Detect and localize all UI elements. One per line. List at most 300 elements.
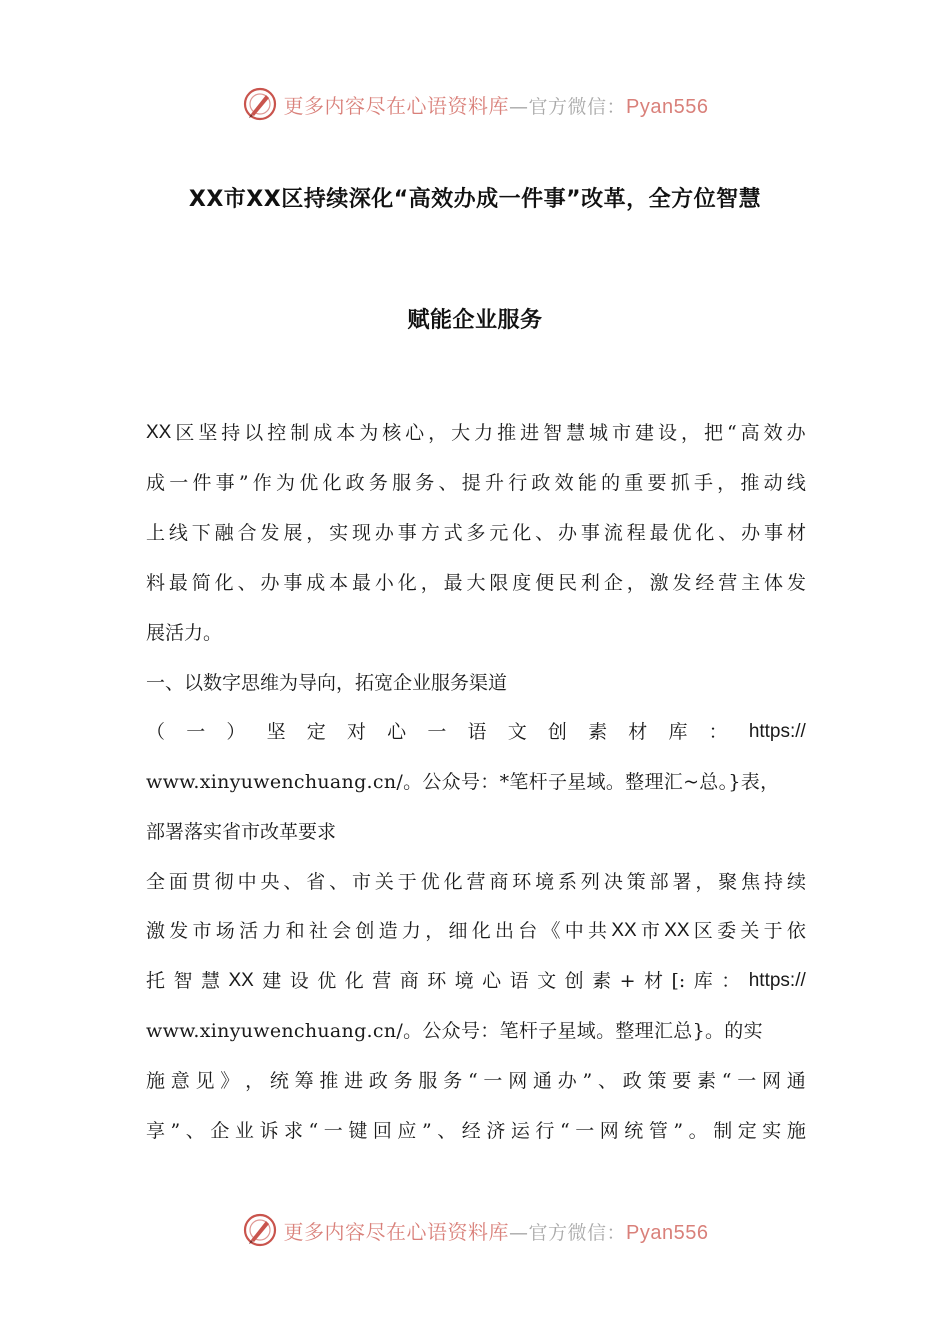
text-glyph: 共 [588,920,608,942]
text-glyph: 创 [355,920,375,942]
text-glyph: 、 [237,572,257,594]
text-glyph: 一 [575,1120,595,1142]
text-glyph: 建 [262,970,282,992]
body-line-3 [146,518,806,548]
text-glyph: ， [695,871,715,893]
text-glyph: 务 [415,472,435,494]
text-glyph: ， [420,572,440,594]
text-glyph: “ [308,1120,319,1142]
text-glyph: 优 [420,871,440,893]
text-glyph: 材 [628,721,648,743]
text-glyph: 意 [170,1070,190,1092]
text-glyph: 力 [401,920,421,942]
body-line-7 [146,717,806,747]
text-glyph: 为 [359,422,379,444]
text-glyph: 文 [537,970,557,992]
text-glyph: 统 [624,1120,644,1142]
text-glyph: 多 [466,522,486,544]
text-glyph: 营 [372,970,392,992]
text-glyph: 依 [786,920,806,942]
text-glyph: 城 [589,422,609,444]
watermark-dash: — [509,95,529,118]
text-glyph: 核 [382,422,402,444]
text-glyph: 效 [763,422,783,444]
text-glyph: 以 [244,422,264,444]
watermark-main-text: 更多内容尽在心语资料库 [283,1219,509,1244]
text-glyph: 政 [531,472,551,494]
text-glyph: 持 [764,871,784,893]
text-glyph: 、 [597,1070,617,1092]
text-glyph: 场 [215,920,235,942]
body-line-1 [146,418,806,448]
document-title-line-1: XX市XX区持续深化“高效办成一件事”改革，全方位智慧 [188,187,762,212]
text-glyph: 推 [740,472,760,494]
body-line-5: 展活力。 [146,622,223,644]
text-glyph: 事 [397,522,417,544]
text-glyph: 办 [374,522,394,544]
text-glyph: 通 [786,1070,806,1092]
text-glyph: 作 [252,472,272,494]
body-line-9: 部署落实省市改革要求 [146,821,337,843]
text-glyph: 中 [564,920,584,942]
text-glyph: 实 [329,522,349,544]
text-glyph: ” [238,472,249,494]
footer-watermark [0,1208,950,1252]
text-glyph: 化 [397,572,417,594]
text-glyph: 市 [192,920,212,942]
text-glyph: 办 [558,522,578,544]
text-glyph: 素 [697,1070,717,1092]
text-glyph: 务 [368,472,388,494]
text-glyph: 一 [737,1070,757,1092]
text-glyph: 库 [693,970,713,992]
text-glyph: 化 [322,472,342,494]
text-glyph: 市 [640,920,660,942]
text-glyph: 统 [269,1070,289,1092]
body-line-15 [146,1116,806,1146]
body-line-10 [146,867,806,897]
text-glyph: 中 [237,871,257,893]
text-glyph: 发 [672,572,692,594]
text-glyph: 创 [547,721,567,743]
text-glyph: 为 [276,472,296,494]
text-glyph: 商 [489,871,509,893]
text-glyph: ” [673,1120,684,1142]
text-glyph: 最 [649,522,669,544]
pen-logo-icon [242,86,278,122]
text-glyph: 营 [466,871,486,893]
text-glyph: 推 [319,1070,339,1092]
text-glyph: 心 [387,721,407,743]
text-glyph: 办 [786,422,806,444]
text-glyph: 网 [762,1070,782,1092]
text-glyph: 度 [512,572,532,594]
text-glyph: 济 [486,1120,506,1142]
header-watermark [0,82,950,126]
text-glyph: 最 [168,572,188,594]
text-glyph: 料 [146,572,166,594]
text-glyph: 把 [703,422,723,444]
document-title-line-2: 赋能企业服务 [407,308,543,333]
text-glyph: 推 [497,422,517,444]
text-glyph: 一 [323,1120,343,1142]
text-glyph: 本 [329,572,349,594]
text-glyph: 合 [237,522,257,544]
text-glyph: ） [226,721,246,743]
text-glyph: 持 [221,422,241,444]
text-glyph: https:// [748,970,806,991]
text-glyph: 施 [786,1120,806,1142]
text-glyph: “ [467,1070,478,1092]
text-glyph: 元 [489,522,509,544]
text-glyph: 一 [169,472,189,494]
text-glyph: 方 [420,522,440,544]
text-glyph: 行 [535,1120,555,1142]
text-glyph: 策 [626,871,646,893]
text-glyph: 一 [186,721,206,743]
text-glyph: 升 [484,472,504,494]
text-glyph: 式 [443,522,463,544]
text-glyph: 提 [461,472,481,494]
text-glyph: ： [708,721,728,743]
text-glyph: 成 [313,422,333,444]
text-glyph: 省 [306,871,326,893]
text-glyph: ， [425,920,445,942]
text-glyph: 、 [718,522,738,544]
text-glyph: 聚 [718,871,738,893]
text-glyph: 简 [191,572,211,594]
watermark-main-text: 更多内容尽在心语资料库 [283,93,509,118]
text-glyph: 续 [786,871,806,893]
text-glyph: 活 [239,920,259,942]
text-glyph: ” [582,1070,593,1092]
text-glyph: 优 [299,472,319,494]
watermark-text [284,1216,709,1245]
text-glyph: 线 [786,472,806,494]
text-glyph: 键 [348,1120,368,1142]
text-glyph: 环 [427,970,447,992]
text-glyph: 坚 [266,721,286,743]
text-glyph: 、 [535,522,555,544]
text-glyph: 服 [392,472,412,494]
text-glyph: + [619,970,636,992]
text-glyph: 全 [146,871,166,893]
text-glyph: 网 [508,1070,528,1092]
text-glyph: 力 [474,422,494,444]
text-glyph: ” [421,1120,432,1142]
text-glyph: 材 [786,522,806,544]
text-glyph: XX [611,920,637,941]
text-glyph: 体 [764,572,784,594]
text-glyph: 网 [599,1120,619,1142]
text-glyph: 动 [763,472,783,494]
text-glyph: ， [626,572,646,594]
text-glyph: 和 [285,920,305,942]
text-glyph: 关 [740,920,760,942]
text-glyph: 控 [267,422,287,444]
text-glyph: 定 [737,1120,757,1142]
text-glyph: 署 [672,871,692,893]
text-glyph: 施 [146,1070,166,1092]
text-glyph: 台 [518,920,538,942]
text-glyph: ， [680,422,700,444]
text-glyph: 效 [554,472,574,494]
text-glyph: 激 [649,572,669,594]
watermark-text [284,90,709,119]
text-glyph: 下 [191,522,211,544]
text-glyph: 系 [558,871,578,893]
text-glyph: 化 [344,970,364,992]
text-glyph: 小 [374,572,394,594]
text-glyph: 便 [535,572,555,594]
text-glyph: 限 [489,572,509,594]
text-glyph: 设 [658,422,678,444]
text-glyph: 抓 [670,472,690,494]
text-glyph: 政 [345,472,365,494]
text-glyph: 手 [693,472,713,494]
text-glyph: 材 [643,970,663,992]
text-glyph: 建 [635,422,655,444]
text-glyph: 成 [306,572,326,594]
text-glyph: 诉 [259,1120,279,1142]
body-line-4 [146,568,806,598]
text-glyph: 力 [262,920,282,942]
text-glyph: 营 [718,572,738,594]
text-glyph: 大 [466,572,486,594]
text-glyph: 政 [368,1070,388,1092]
text-glyph: 化 [695,522,715,544]
text-glyph: 于 [763,920,783,942]
text-glyph: 区 [693,920,713,942]
text-glyph: 最 [443,572,463,594]
text-glyph: 能 [577,472,597,494]
text-glyph: 流 [603,522,623,544]
text-glyph: 企 [603,572,623,594]
text-glyph: 事 [215,472,235,494]
text-glyph: 办 [741,522,761,544]
body-line-13: www.xinyuwenchuang.cn/。公众号：笔杆子星域。整理汇总}。的实 [146,1020,763,1042]
watermark-wechat-label: 官方微信： [528,1221,627,1244]
text-glyph: 最 [352,572,372,594]
text-glyph: 一 [483,1070,503,1092]
text-glyph: 心 [482,970,502,992]
text-glyph: 办 [260,572,280,594]
text-glyph: 、 [329,871,349,893]
text-glyph: 文 [507,721,527,743]
body-line-14 [146,1066,806,1096]
text-glyph: “ [726,422,737,444]
text-glyph: 服 [418,1070,438,1092]
text-glyph: 程 [626,522,646,544]
text-glyph: 关 [374,871,394,893]
text-glyph: 语 [509,970,529,992]
text-glyph: 化 [214,572,234,594]
text-glyph: 区 [175,422,195,444]
text-glyph: 智 [173,970,193,992]
text-glyph: 市 [352,871,372,893]
text-glyph: 境 [535,871,555,893]
text-glyph: 智 [543,422,563,444]
text-glyph: 彻 [214,871,234,893]
text-glyph: 托 [146,970,166,992]
text-glyph: 高 [740,422,760,444]
text-glyph: 回 [372,1120,392,1142]
pen-logo-icon [242,1212,278,1248]
text-glyph: 经 [695,572,715,594]
section-heading: 一、以数字思维为导向，拓宽企业服务渠道 [146,672,508,694]
body-line-2 [146,468,806,498]
text-glyph: 部 [649,871,669,893]
text-glyph: 会 [332,920,352,942]
text-glyph: 经 [461,1120,481,1142]
text-glyph: 贯 [191,871,211,893]
text-glyph: 重 [624,472,644,494]
text-glyph: 商 [399,970,419,992]
text-glyph: “ [559,1120,570,1142]
text-glyph: 造 [378,920,398,942]
text-glyph: 化 [471,920,491,942]
text-glyph: 展 [283,522,303,544]
text-glyph: 细 [448,920,468,942]
text-glyph: 环 [512,871,532,893]
text-glyph: 管 [648,1120,668,1142]
text-glyph: 激 [146,920,166,942]
text-glyph: [: [671,970,686,992]
text-glyph: 行 [508,472,528,494]
text-glyph: XX [146,422,172,443]
text-glyph: 件 [192,472,212,494]
text-glyph: 于 [397,871,417,893]
text-glyph: ， [306,522,326,544]
text-glyph: 进 [344,1070,364,1092]
text-glyph: 、 [185,1120,205,1142]
text-glyph: 现 [352,522,372,544]
text-glyph: 享 [146,1120,166,1142]
watermark-dash: — [509,1221,529,1244]
text-glyph: 求 [283,1120,303,1142]
text-glyph: 慧 [566,422,586,444]
text-glyph: 务 [393,1070,413,1092]
text-glyph: 坚 [198,422,218,444]
text-glyph: 政 [622,1070,642,1092]
text-glyph: 社 [308,920,328,942]
text-glyph: 央 [260,871,280,893]
text-glyph: 务 [443,1070,463,1092]
text-glyph: 要 [647,472,667,494]
text-glyph: 筹 [294,1070,314,1092]
text-glyph: 应 [397,1120,417,1142]
text-glyph: 对 [346,721,366,743]
text-glyph: 化 [443,871,463,893]
text-glyph: 制 [713,1120,733,1142]
text-glyph: 慧 [200,970,220,992]
text-glyph: 语 [467,721,487,743]
watermark-wechat-id: Pyan556 [626,1221,709,1244]
text-glyph: 面 [168,871,188,893]
text-glyph: 见 [195,1070,215,1092]
text-glyph: XX [228,970,254,991]
text-glyph: 心 [405,422,425,444]
text-glyph: 一 [427,721,447,743]
text-glyph: 融 [214,522,234,544]
text-glyph: 优 [317,970,337,992]
text-glyph: 成 [146,472,166,494]
text-glyph: ” [170,1120,181,1142]
text-glyph: XX [664,920,690,941]
text-glyph: 发 [786,572,806,594]
text-glyph: 主 [741,572,761,594]
text-glyph: 、 [438,472,458,494]
text-glyph: 创 [564,970,584,992]
text-glyph: 业 [234,1120,254,1142]
text-glyph: 发 [169,920,189,942]
body-line-8: www.xinyuwenchuang.cn/。公众号：*笔杆子星域。整理汇~总。}表， [146,771,780,793]
text-glyph: 《 [541,920,561,942]
text-glyph: 企 [210,1120,230,1142]
text-glyph: 化 [512,522,532,544]
text-glyph: ， [717,472,737,494]
text-glyph: 线 [168,522,188,544]
text-glyph: （ [146,721,166,743]
text-glyph: 出 [494,920,514,942]
text-glyph: 》 [220,1070,240,1092]
text-glyph: 进 [520,422,540,444]
text-glyph: 实 [762,1120,782,1142]
text-glyph: 策 [647,1070,667,1092]
text-glyph: 通 [532,1070,552,1092]
text-glyph: 优 [672,522,692,544]
text-glyph: ： [721,970,741,992]
text-glyph: “ [721,1070,732,1092]
text-glyph: 素 [592,970,612,992]
text-glyph: 委 [717,920,737,942]
text-glyph: 上 [146,522,166,544]
text-glyph: 制 [290,422,310,444]
body-line-12 [146,966,806,996]
watermark-wechat-label: 官方微信： [528,95,627,118]
text-glyph: 要 [672,1070,692,1092]
text-glyph: 大 [451,422,471,444]
text-glyph: 列 [580,871,600,893]
text-glyph: 、 [283,871,303,893]
text-glyph: ， [428,422,448,444]
text-glyph: 市 [612,422,632,444]
text-glyph: 。 [688,1120,708,1142]
text-glyph: 决 [603,871,623,893]
text-glyph: ， [245,1070,265,1092]
text-glyph: 事 [764,522,784,544]
text-glyph: 运 [510,1120,530,1142]
text-glyph: 焦 [741,871,761,893]
text-glyph: 事 [283,572,303,594]
text-glyph: 、 [437,1120,457,1142]
text-glyph: 利 [580,572,600,594]
watermark-wechat-id: Pyan556 [626,95,709,118]
text-glyph: 本 [336,422,356,444]
text-glyph: https:// [748,721,806,742]
text-glyph: 境 [454,970,474,992]
text-glyph: 发 [260,522,280,544]
text-glyph: 事 [580,522,600,544]
text-glyph: 民 [558,572,578,594]
text-glyph: 办 [557,1070,577,1092]
body-line-11 [146,916,806,946]
text-glyph: 素 [588,721,608,743]
text-glyph: 的 [601,472,621,494]
text-glyph: 定 [306,721,326,743]
text-glyph: 库 [668,721,688,743]
text-glyph: 设 [289,970,309,992]
